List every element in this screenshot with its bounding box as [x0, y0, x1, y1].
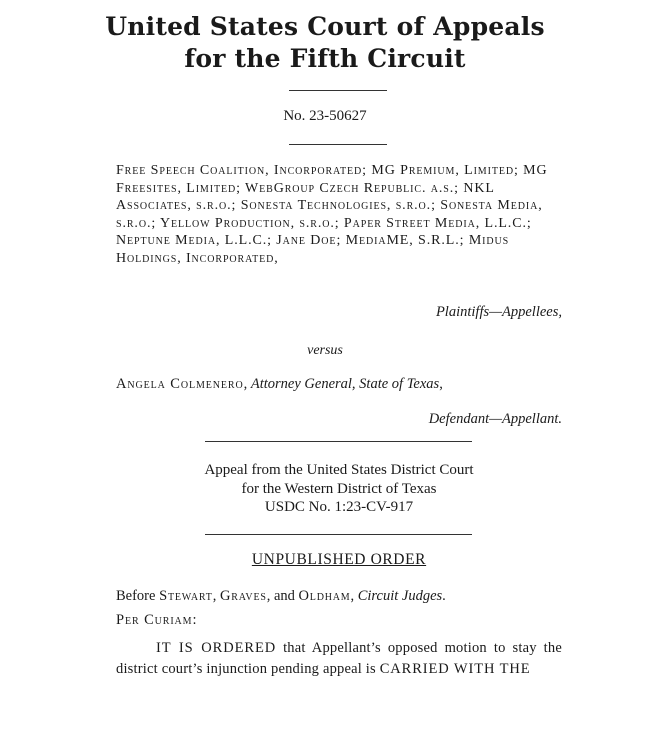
before-prefix: Before [116, 588, 160, 604]
court-name-line1: United States Court of Appeals [105, 12, 545, 41]
court-name-line2: for the Fifth Circuit [184, 44, 466, 73]
defendant-line [116, 374, 576, 394]
order-caps-phrase: IT IS ORDERED [156, 640, 277, 656]
judge-name: Stewart [159, 588, 213, 604]
defendant-title: Attorney General, State of Texas [250, 376, 440, 392]
appeal-line-2: for the Western District of Texas [241, 480, 437, 497]
divider-rule [205, 441, 472, 442]
separator: , and [266, 588, 299, 604]
divider-rule [289, 90, 387, 91]
separator: , [350, 588, 358, 604]
defendant-separator: , [243, 376, 251, 392]
divider-rule [205, 534, 472, 535]
order-body [116, 638, 562, 680]
panel-end: . [442, 588, 446, 604]
plaintiffs-role: Plaintiffs—Appellees, [435, 304, 562, 320]
per-curiam: Per Curiam: [116, 612, 198, 628]
judge-name: Graves [219, 588, 267, 604]
defendant-end: , [439, 376, 443, 392]
appeal-line-3: USDC No. 1:23-CV-917 [264, 499, 414, 515]
case-number: No. 23-50627 [283, 108, 367, 124]
order-heading: UNPUBLISHED ORDER [251, 551, 427, 568]
judges-title: Circuit Judges [357, 588, 443, 604]
versus-label: versus [307, 343, 343, 358]
plaintiffs-list: Free Speech Coalition, Incorporated; MG Premium, Limited; MG Freesites, Limited; WebGroup Czech Republic. a.s.; NKL Associates, s.r.o.; Sonesta Technologies, s.r.o.; Sonesta Media, s.r.o.; Yellow Production, s.r.o.; Paper Street Media, L.L.C.; Neptune Media, L.L.C.; Jane Doe; MediaME, S.R.L.; Midus Holdings, Incorporated, [116, 163, 548, 266]
divider-rule [289, 144, 387, 145]
defendant-name: Angela Colmenero [116, 376, 244, 392]
order-text: that Appellant’s opposed motion to stay the district court’s injunction pending appeal is [116, 640, 562, 677]
separator: , [212, 588, 220, 604]
panel-line [116, 586, 586, 606]
order-caps-phrase: CARRIED WITH THE [379, 661, 531, 677]
appeal-line-1: Appeal from the United States District Court [204, 462, 474, 478]
judge-name: Oldham [298, 588, 351, 604]
appeal-origin [0, 461, 650, 517]
defendant-role: Defendant—Appellant. [428, 411, 562, 427]
